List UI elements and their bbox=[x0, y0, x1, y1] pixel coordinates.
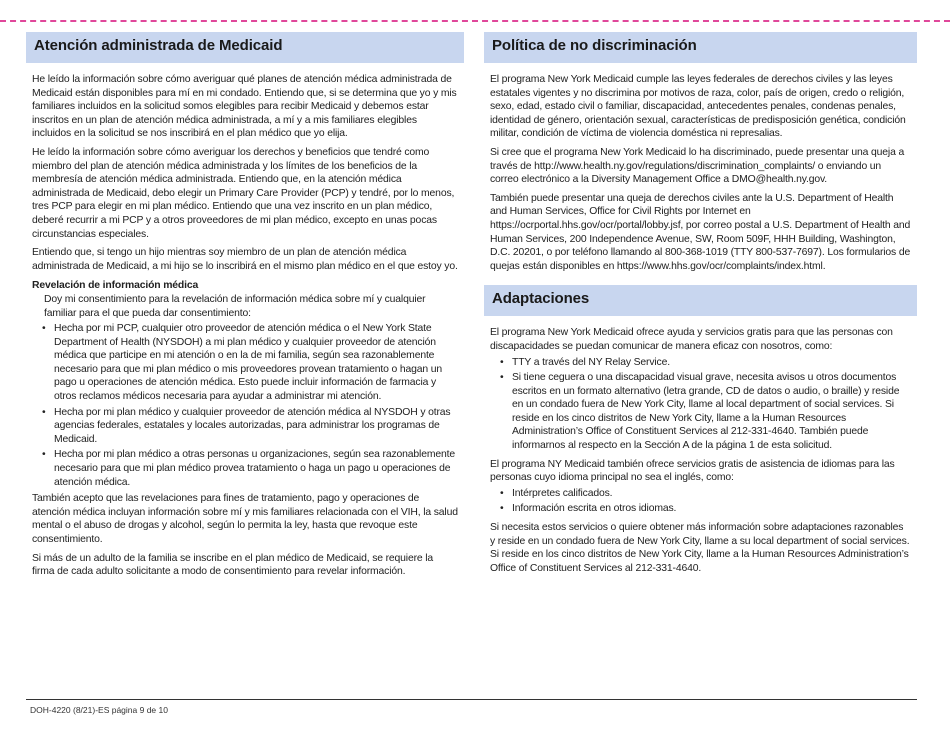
form-page-code: DOH-4220 (8/21)-ES página 9 de 10 bbox=[30, 705, 168, 715]
list-item: • Si tiene ceguera o una discapacidad visual grave, necesita avisos u otros documentos escritos en un formato alternativo (letra grande, CD de datos o audio, o braille) y reside en un condado fuera de New York City, llame al local department of social services. Si reside en los cinco distritos de New York City, llame a la Human Resources Administration’s Office of Constituent Services al 212-331-4640. También puede informarnos al respecto en la Sección A de la página 1 de esta solicitud. bbox=[500, 372, 900, 452]
paragraph: También acepto que las revelaciones para fines de tratamiento, pago y operaciones de atención médica incluyan información sobre mí y mis familiares relacionada con el VIH, la salud mental o el abuso de drogas y alcohol, según lo permita la ley, hasta que revoque este consentimiento. bbox=[32, 493, 458, 545]
section-header-managed-care: Atención administrada de Medicaid bbox=[26, 32, 464, 63]
bullet-icon: • bbox=[500, 487, 504, 499]
paragraph: Si necesita estos servicios o quiere obtener más información sobre adaptaciones razonables y reside en un condado fuera de New York City, llame a su local department of social services. Si reside en los cinco distritos de New York City, llame a la Human Resources Administration’s Office of Constituent Services al 212-331-4640. bbox=[490, 522, 910, 574]
paragraph: También puede presentar una queja de derechos civiles ante la U.S. Department of Health and Human Services, Office for Civil Rights por Internet en https://ocrportal.hhs.gov/ocr/portal/lobby.jsf, por correo postal a U.S. Department of Health and Human Services, 200 Independence Avenue, SW, Room 509F, HHH Building, Washington, D.C. 20201, o por teléfono llamando al 800-368-1019 (TTY 800-537-7697). Los formularios de quejas están disponibles en https://www.hhs.gov/ocr/complaints/index.html. bbox=[490, 192, 911, 272]
bullet-icon: • bbox=[42, 449, 46, 461]
list-item: • Hecha por mi PCP, cualquier otro proveedor de atención médica o el New York State Department of Health (NYSDOH) a mi plan médico y cualquier proveedor de atención médica que participe en mi atención o en la de mi familia, según sea razonablemente necesario para que mi plan médico o mis proveedores provean tratamiento o hagan un pago u operaciones de atención médica. Esto puede incluir información de farmacia y otros reclamos médicos necesaria para ayudar a administrar mi atención. bbox=[42, 323, 442, 403]
consent-intro: Doy mi consentimiento para la revelación de información médica sobre mí y cualquier familiar para el que pueda dar consentimiento: bbox=[44, 293, 426, 319]
non-discrimination-body bbox=[484, 73, 917, 273]
paragraph: He leído la información sobre cómo averiguar los derechos y beneficios que tendré como miembro del plan de atención médica administrada y los límites de los beneficios de la membresía de atención médica administrada. Entiendo que, en la atención médica administrada de Medicaid, debo elegir un Primary Care Provider (PCP) y tendré, por lo menos, tres PCP para elegir en mi plan médico. Entiendo que una vez inscrito en un plan médico, deberé recurrir a mi PCP y a otros proveedores de mi plan médico, excepto en unas pocas circunstancias especiales. bbox=[32, 146, 455, 240]
bullet-icon: • bbox=[500, 503, 504, 515]
accommodations-body bbox=[484, 326, 917, 575]
left-column bbox=[26, 32, 464, 579]
language-assistance-list bbox=[490, 487, 911, 516]
paragraph: El programa New York Medicaid cumple las leyes federales de derechos civiles y las leyes estatales vigentes y no discrimina por motivos de raza, color, país de origen, credo o religión, sexo, edad, estado civil o familiar, discapacidad, antecedentes penales, condenas penales, identidad de género, orientación sexual, características de predisposición genética, condición militar, condición de víctima de violencia doméstica ni represalias. bbox=[490, 74, 906, 140]
paragraph: El programa NY Medicaid también ofrece servicios gratis de asistencia de idiomas para las personas cuyo idioma principal no sea el inglés, como: bbox=[490, 458, 895, 484]
paragraph: Entiendo que, si tengo un hijo mientras soy miembro de un plan de atención médica administrada de Medicaid, a mi hijo se lo inscribirá en el mismo plan médico en el que estoy yo. bbox=[32, 247, 458, 272]
managed-care-body bbox=[26, 73, 464, 579]
cut-line-divider bbox=[0, 20, 950, 22]
list-item: • Información escrita en otros idiomas. bbox=[500, 503, 677, 515]
paragraph: Si más de un adulto de la familia se inscribe en el plan médico de Medicaid, se requiere la firma de cada adulto solicitante a modo de consentimiento para revelar información. bbox=[32, 552, 434, 578]
list-item: • Hecha por mi plan médico y cualquier proveedor de atención médica al NYSDOH y otras agencias federales, estatales y locales autorizadas, para administrar los programas de Medicaid. bbox=[42, 406, 451, 445]
bullet-icon: • bbox=[42, 323, 46, 335]
paragraph: Si cree que el programa New York Medicaid lo ha discriminado, puede presentar una queja a través de http://www.health.ny.gov/regulations/discrimination_complaints/ o enviando un correo electrónico a la Diversity Management Office a DMO@health.ny.gov. bbox=[490, 146, 905, 186]
accommodations-list bbox=[490, 356, 911, 453]
bullet-icon: • bbox=[500, 356, 504, 368]
section-header-non-discrimination: Política de no discriminación bbox=[484, 32, 917, 63]
bullet-icon: • bbox=[42, 406, 46, 418]
paragraph: El programa New York Medicaid ofrece ayuda y servicios gratis para que las personas con discapacidades se puedan comunicar de manera eficaz con nosotros, como: bbox=[490, 327, 893, 352]
right-column bbox=[484, 32, 917, 575]
list-item: • Hecha por mi plan médico a otras personas u organizaciones, según sea razonablemente necesario para que mi plan médico provea tratamiento o haga un pago u operaciones de atención médica. bbox=[42, 449, 455, 488]
section-header-accommodations: Adaptaciones bbox=[484, 285, 917, 316]
list-item: • Intérpretes calificados. bbox=[500, 487, 613, 499]
consent-list bbox=[32, 322, 458, 489]
footer-divider bbox=[26, 699, 917, 700]
list-item: • TTY a través del NY Relay Service. bbox=[500, 356, 670, 368]
bullet-icon: • bbox=[500, 372, 504, 384]
subheading-medical-info-release: Revelación de información médica bbox=[32, 280, 199, 292]
paragraph: He leído la información sobre cómo averiguar qué planes de atención médica administrada de Medicaid están disponibles para mí en mi condado. Entiendo que, si se determina que yo y mis familiares incluidos en la solicitud somos elegibles para recibir Medicaid y debemos estar inscritos en un plan de atención médica administrada, a mí y a mis familiares elegibles incluidos en la solicitud se nos inscribirá en el plan médico que yo elija. bbox=[32, 74, 457, 140]
